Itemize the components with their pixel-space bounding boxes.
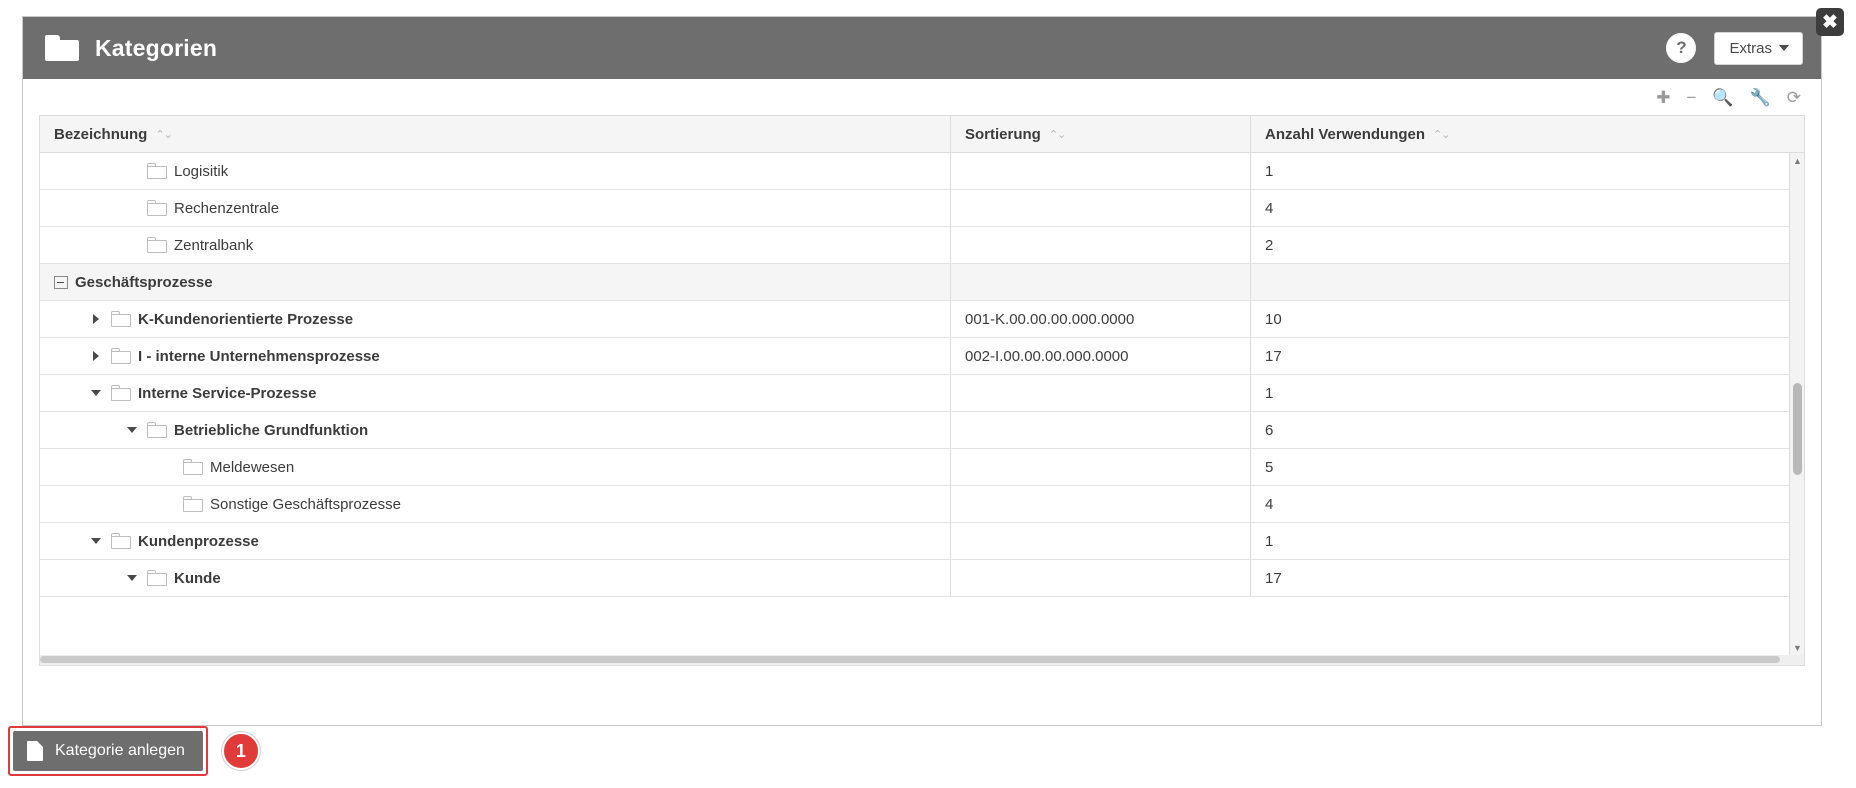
- table-row[interactable]: [40, 301, 1804, 338]
- twisty-placeholder-icon: [126, 201, 140, 215]
- remove-icon[interactable]: −: [1686, 87, 1697, 107]
- column-header-sortierung-label: Sortierung: [965, 125, 1041, 143]
- row-label-wrap: [40, 422, 368, 439]
- table-row[interactable]: [40, 338, 1804, 375]
- cell-anzahl-verwendungen: [1250, 190, 1804, 226]
- table-row[interactable]: [40, 560, 1804, 597]
- cell-sortierung: [950, 412, 1250, 448]
- folder-icon: [183, 459, 203, 475]
- cell-anzahl-verwendungen: [1250, 560, 1804, 596]
- cell-sortierung: [950, 560, 1250, 596]
- cell-anzahl-value: 10: [1265, 310, 1282, 328]
- scroll-down-arrow-icon[interactable]: ▼: [1793, 642, 1802, 653]
- row-label: Rechenzentrale: [174, 199, 280, 217]
- vertical-scrollbar[interactable]: [1789, 153, 1804, 655]
- cell-bezeichnung: [40, 486, 950, 522]
- cell-bezeichnung: [40, 338, 950, 374]
- row-label-wrap: [40, 533, 259, 550]
- cell-anzahl-value: 1: [1265, 532, 1274, 550]
- cell-sortierung: [950, 375, 1250, 411]
- row-label-wrap: [40, 200, 279, 217]
- cell-anzahl-value: 1: [1265, 162, 1274, 180]
- settings-wrench-icon[interactable]: 🔧: [1749, 87, 1771, 107]
- row-label: Zentralbank: [174, 236, 254, 254]
- page-title: Kategorien: [95, 34, 218, 61]
- sort-indicator-icon[interactable]: ⌃⌄: [1048, 128, 1066, 141]
- cell-bezeichnung: [40, 560, 950, 596]
- column-header-bezeichnung[interactable]: [40, 116, 950, 152]
- cell-anzahl-value: 5: [1265, 458, 1274, 476]
- cell-sortierung: [950, 301, 1250, 337]
- cell-anzahl-value: 17: [1265, 569, 1282, 587]
- row-label: Kunde: [174, 569, 221, 587]
- row-label: I - interne Unternehmensprozesse: [138, 347, 380, 365]
- row-label: Kundenprozesse: [138, 532, 259, 550]
- refresh-icon[interactable]: ⟳: [1786, 87, 1801, 107]
- row-label-wrap: [40, 274, 213, 291]
- folder-icon: [147, 570, 167, 586]
- horizontal-scrollbar[interactable]: [39, 655, 1805, 666]
- table-row[interactable]: [40, 375, 1804, 412]
- twisty-placeholder-icon: [162, 497, 176, 511]
- column-header-anzahl-verwendungen[interactable]: [1250, 116, 1804, 152]
- extras-menu-button[interactable]: [1714, 32, 1803, 65]
- close-icon[interactable]: ✖: [1816, 8, 1844, 36]
- cell-anzahl-verwendungen: [1250, 449, 1804, 485]
- extras-label: Extras: [1729, 39, 1772, 57]
- column-header-bezeichnung-label: Bezeichnung: [54, 125, 148, 143]
- folder-icon: [111, 385, 131, 401]
- cell-anzahl-verwendungen: [1250, 301, 1804, 337]
- cell-anzahl-value: 4: [1265, 495, 1274, 513]
- collapse-arrow-icon[interactable]: [126, 423, 140, 437]
- cell-sortierung: [950, 338, 1250, 374]
- row-label: Betriebliche Grundfunktion: [174, 421, 369, 439]
- sort-indicator-icon[interactable]: ⌃⌄: [155, 128, 172, 141]
- table-row[interactable]: [40, 264, 1804, 301]
- row-label-wrap: [40, 348, 380, 365]
- add-icon[interactable]: ✚: [1656, 87, 1671, 107]
- footer-actions: [8, 726, 260, 776]
- vertical-scrollbar-thumb[interactable]: [1793, 383, 1802, 475]
- cell-sortierung: [950, 449, 1250, 485]
- column-header-sortierung[interactable]: [950, 116, 1250, 152]
- table-row[interactable]: [40, 486, 1804, 523]
- collapse-arrow-icon[interactable]: [126, 571, 140, 585]
- grid-body: [40, 153, 1804, 655]
- cell-anzahl-verwendungen: [1250, 375, 1804, 411]
- table-row[interactable]: [40, 153, 1804, 190]
- create-category-button[interactable]: [13, 731, 203, 771]
- collapse-arrow-icon[interactable]: [90, 534, 104, 548]
- cell-bezeichnung: [40, 301, 950, 337]
- folder-icon: [111, 311, 131, 327]
- document-icon: [27, 741, 43, 761]
- row-label: Sonstige Geschäftsprozesse: [210, 495, 401, 513]
- collapse-arrow-icon[interactable]: [90, 386, 104, 400]
- cell-sortierung: [950, 227, 1250, 263]
- row-label: Geschäftsprozesse: [75, 273, 213, 291]
- cell-bezeichnung: [40, 412, 950, 448]
- cell-anzahl-verwendungen: [1250, 338, 1804, 374]
- cell-bezeichnung: [40, 190, 950, 226]
- cell-sortierung: [950, 486, 1250, 522]
- cell-anzahl-value: 6: [1265, 421, 1274, 439]
- row-label: Meldewesen: [210, 458, 295, 476]
- grid-toolbar: [23, 79, 1821, 115]
- column-header-anzahl-label: Anzahl Verwendungen: [1265, 125, 1426, 143]
- cell-bezeichnung: [40, 227, 950, 263]
- step-badge-1: 1: [222, 732, 260, 770]
- cell-bezeichnung: [40, 375, 950, 411]
- table-row[interactable]: [40, 523, 1804, 560]
- cell-bezeichnung: [40, 264, 950, 300]
- window-titlebar: [23, 17, 1821, 79]
- create-category-label: Kategorie anlegen: [55, 742, 185, 759]
- cell-anzahl-verwendungen: [1250, 227, 1804, 263]
- cell-bezeichnung: [40, 449, 950, 485]
- folder-icon: [147, 163, 167, 179]
- cell-anzahl-verwendungen: [1250, 153, 1804, 189]
- horizontal-scrollbar-thumb[interactable]: [40, 656, 1780, 663]
- expand-arrow-icon[interactable]: [90, 312, 104, 326]
- row-label-wrap: [40, 163, 228, 180]
- grid-header-row: [40, 116, 1804, 153]
- table-row[interactable]: [40, 449, 1804, 486]
- folder-icon: [111, 533, 131, 549]
- sort-indicator-icon[interactable]: ⌃⌄: [1433, 128, 1450, 141]
- row-label: K-Kundenorientierte Prozesse: [138, 310, 354, 328]
- cell-sortierung: [950, 190, 1250, 226]
- twisty-placeholder-icon: [162, 460, 176, 474]
- expand-arrow-icon[interactable]: [90, 349, 104, 363]
- cell-bezeichnung: [40, 153, 950, 189]
- folder-icon: [147, 237, 167, 253]
- cell-sortierung: [950, 153, 1250, 189]
- cell-anzahl-verwendungen: [1250, 264, 1804, 300]
- row-label-wrap: [40, 311, 353, 328]
- cell-anzahl-value: 17: [1265, 347, 1282, 365]
- kategorien-window: [22, 16, 1822, 726]
- row-label: Interne Service-Prozesse: [138, 384, 317, 402]
- table-row[interactable]: [40, 227, 1804, 264]
- cell-anzahl-value: 4: [1265, 199, 1274, 217]
- cell-anzahl-verwendungen: [1250, 523, 1804, 559]
- cell-anzahl-verwendungen: [1250, 412, 1804, 448]
- row-label-wrap: [40, 459, 294, 476]
- row-label-wrap: [40, 496, 401, 513]
- scroll-up-arrow-icon[interactable]: ▲: [1793, 155, 1802, 166]
- cell-bezeichnung: [40, 523, 950, 559]
- twisty-placeholder-icon: [126, 238, 140, 252]
- search-icon[interactable]: 🔍: [1712, 87, 1734, 107]
- cell-sortierung-value: 002-I.00.00.00.000.0000: [965, 347, 1129, 365]
- cell-anzahl-value: 2: [1265, 236, 1274, 254]
- folder-icon: [183, 496, 203, 512]
- folder-icon: [111, 348, 131, 364]
- row-label-wrap: [40, 570, 221, 587]
- folder-icon: [147, 200, 167, 216]
- table-row[interactable]: [40, 190, 1804, 227]
- cell-anzahl-verwendungen: [1250, 486, 1804, 522]
- collapse-box-icon[interactable]: [54, 276, 68, 289]
- table-row[interactable]: [40, 412, 1804, 449]
- cell-sortierung: [950, 264, 1250, 300]
- twisty-placeholder-icon: [126, 164, 140, 178]
- categories-grid: [39, 115, 1805, 655]
- help-button[interactable]: ?: [1666, 33, 1696, 63]
- folder-icon: [45, 35, 79, 61]
- folder-icon: [147, 422, 167, 438]
- row-label: Logisitik: [174, 162, 229, 180]
- row-label-wrap: [40, 385, 316, 402]
- row-label-wrap: [40, 237, 253, 254]
- cell-sortierung: [950, 523, 1250, 559]
- create-category-highlight: [8, 726, 208, 776]
- cell-anzahl-value: 1: [1265, 384, 1274, 402]
- chevron-down-icon: [1779, 45, 1789, 51]
- cell-sortierung-value: 001-K.00.00.00.000.0000: [965, 310, 1135, 328]
